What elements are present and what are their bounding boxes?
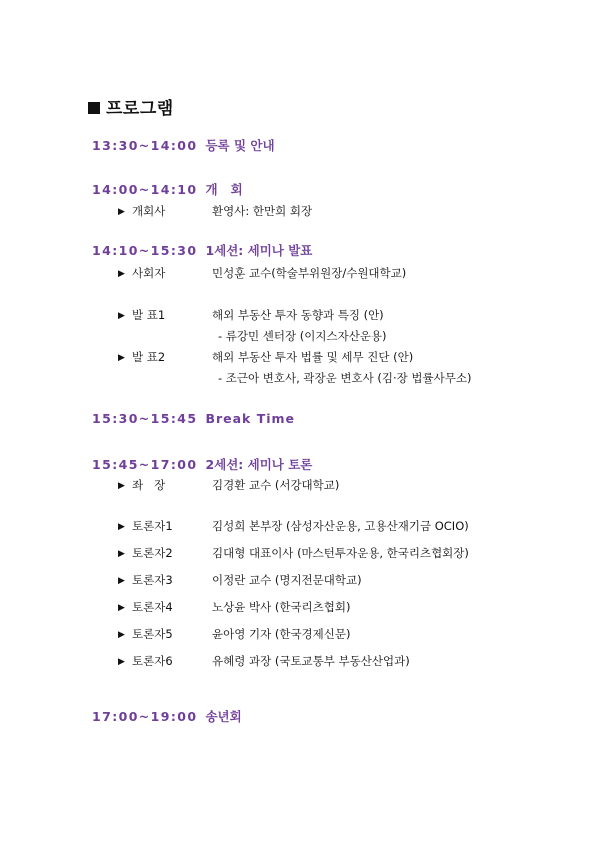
row-value: 노상윤 박사 (한국리츠협회): [212, 600, 351, 614]
row-label: 토론자3: [132, 573, 173, 587]
row-value: 김성희 본부장 (삼성자산운용, 고용산재기금 OCIO): [212, 519, 469, 533]
row-label: 발 표1: [132, 308, 166, 322]
triangle-bullet-icon: ▶: [118, 269, 125, 279]
row-value: 해외 부동산 투자 동향과 특징 (안): [212, 308, 384, 322]
row-panelist4: [118, 599, 350, 615]
row-value: 유혜령 과장 (국토교통부 부동산산업과): [212, 654, 410, 668]
row-value: 김대형 대표이사 (마스턴투자운용, 한국리츠협회장): [212, 546, 469, 560]
row-label: 사회자: [132, 266, 166, 280]
row-panelist2: [118, 545, 469, 561]
row-presentation1: [118, 307, 384, 323]
row-panelist5: [118, 626, 350, 642]
row-chair: [118, 477, 339, 493]
presenter2-names: - 조근아 변호사, 곽장운 변호사 (김·장 법률사무소): [218, 371, 472, 385]
row-value: 김경환 교수 (서강대학교): [212, 478, 340, 492]
section-title: 등록 및 안내: [205, 138, 275, 153]
section-time: 14:10~15:30: [92, 243, 198, 258]
row-label: 토론자4: [132, 600, 173, 614]
row-label: 토론자5: [132, 627, 173, 641]
section-time: 15:30~15:45: [92, 411, 198, 426]
triangle-bullet-icon: ▶: [118, 603, 125, 613]
triangle-bullet-icon: ▶: [118, 311, 125, 321]
row-value: 민성훈 교수(학술부위원장/수원대학교): [212, 266, 407, 280]
row-label: 발 표2: [132, 350, 166, 364]
triangle-bullet-icon: ▶: [118, 353, 125, 363]
section-session1: [92, 241, 312, 259]
section-time: 15:45~17:00: [92, 457, 198, 472]
section-time: 14:00~14:10: [92, 182, 198, 197]
section-break: [92, 411, 295, 426]
triangle-bullet-icon: ▶: [118, 549, 125, 559]
row-value: 윤아영 기자 (한국경제신문): [212, 627, 351, 641]
row-panelist1: [118, 518, 469, 534]
row-value: 이정란 교수 (명지전문대학교): [212, 573, 362, 587]
row-presentation2: [118, 349, 413, 365]
triangle-bullet-icon: ▶: [118, 576, 125, 586]
triangle-bullet-icon: ▶: [118, 657, 125, 667]
row-label: 좌 장: [132, 478, 166, 492]
section-title: 1세션: 세미나 발표: [205, 243, 313, 258]
section-registration: [92, 136, 275, 154]
row-panelist3: [118, 572, 362, 588]
row-value: 환영사: 한만희 회장: [212, 204, 313, 218]
square-bullet-icon: [88, 102, 100, 114]
section-time: 13:30~14:00: [92, 138, 198, 153]
section-title: 송년회: [205, 709, 242, 724]
section-opening: [92, 180, 243, 198]
section-session2: [92, 455, 312, 473]
row-value: 해외 부동산 투자 법률 및 세무 진단 (안): [212, 350, 414, 364]
triangle-bullet-icon: ▶: [118, 630, 125, 640]
row-label: 토론자1: [132, 519, 173, 533]
program-heading: [88, 94, 174, 119]
section-title: 2세션: 세미나 토론: [205, 457, 313, 472]
triangle-bullet-icon: ▶: [118, 522, 125, 532]
row-label: 토론자6: [132, 654, 173, 668]
section-year-end-party: [92, 707, 242, 725]
page-title: 프로그램: [106, 99, 174, 119]
row-label: 개회사: [132, 204, 166, 218]
section-title: 개 회: [205, 182, 243, 197]
section-title: Break Time: [205, 411, 296, 426]
triangle-bullet-icon: ▶: [118, 481, 125, 491]
triangle-bullet-icon: ▶: [118, 207, 125, 217]
row-panelist6: [118, 653, 410, 669]
section-time: 17:00~19:00: [92, 709, 198, 724]
row-opening-speech: [118, 203, 312, 219]
presenter1-name: - 류강민 센터장 (이지스자산운용): [218, 329, 387, 343]
row-moderator: [118, 265, 406, 281]
row-label: 토론자2: [132, 546, 173, 560]
